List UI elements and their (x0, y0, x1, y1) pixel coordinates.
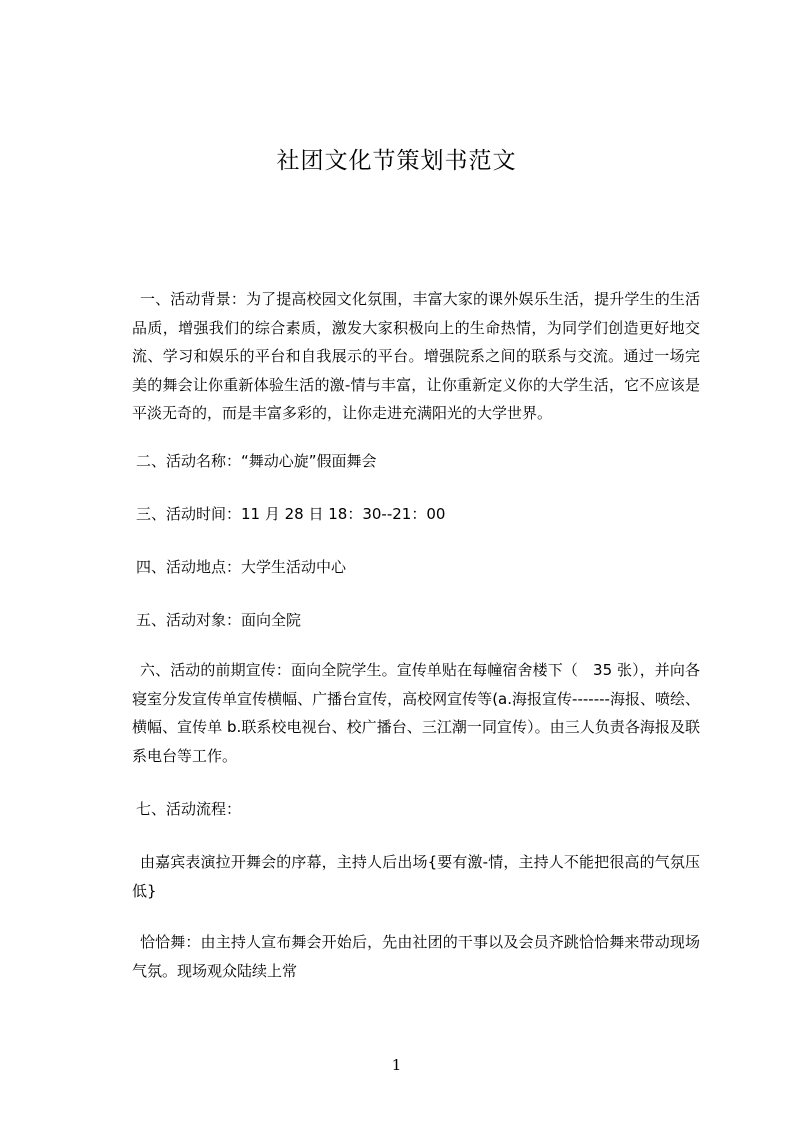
section-activity-name: 二、活动名称：“舞动心旋”假面舞会 (136, 452, 377, 470)
section-promotion: 六、活动的前期宣传：面向全院学生。宣传单贴在每幢宿舍楼下（ 35 张），并向各寝室分发宣传单宣传横幅、广播台宣传，高校网宣传等(a.海报宣传-------海报、喷绘、横幅、宣传单 b.联系校电视台、校广播台、三江潮一同宣传）。由三人负责各海报及联系电台等工作。 (132, 661, 700, 765)
document-title: 社团文化节策划书范文 (276, 148, 517, 174)
section-activity-time: 三、活动时间：11 月 28 日 18：30--21：00 (136, 505, 446, 523)
process-opening-paragraph: 由嘉宾表演拉开舞会的序幕，主持人后出场{要有激-情，主持人不能把很高的气氛压低} (132, 853, 700, 900)
section-background: 一、活动背景：为了提高校园文化氛围，丰富大家的课外娱乐生活，提升学生的生活品质，增强我们的综合素质，激发大家积极向上的生命热情，为同学们创造更好地交流、学习和娱乐的平台和自我展示的平台。增强院系之间的联系与交流。通过一场完美的舞会让你重新体验生活的激-情与丰富，让你重新定义你的大学生活，它不应该是平淡无奇的，而是丰富多彩的，让你走进充满阳光的大学世界。 (132, 290, 700, 422)
page-number: 1 (391, 1056, 402, 1074)
section-activity-audience: 五、活动对象：面向全院 (136, 611, 302, 629)
section-activity-location: 四、活动地点：大学生活动中心 (136, 558, 347, 576)
process-chacha-paragraph: 恰恰舞：由主持人宣布舞会开始后，先由社团的干事以及会员齐跳恰恰舞来带动现场气氛。现场观众陆续上常 (132, 933, 700, 980)
section-process-heading: 七、活动流程： (136, 800, 242, 818)
